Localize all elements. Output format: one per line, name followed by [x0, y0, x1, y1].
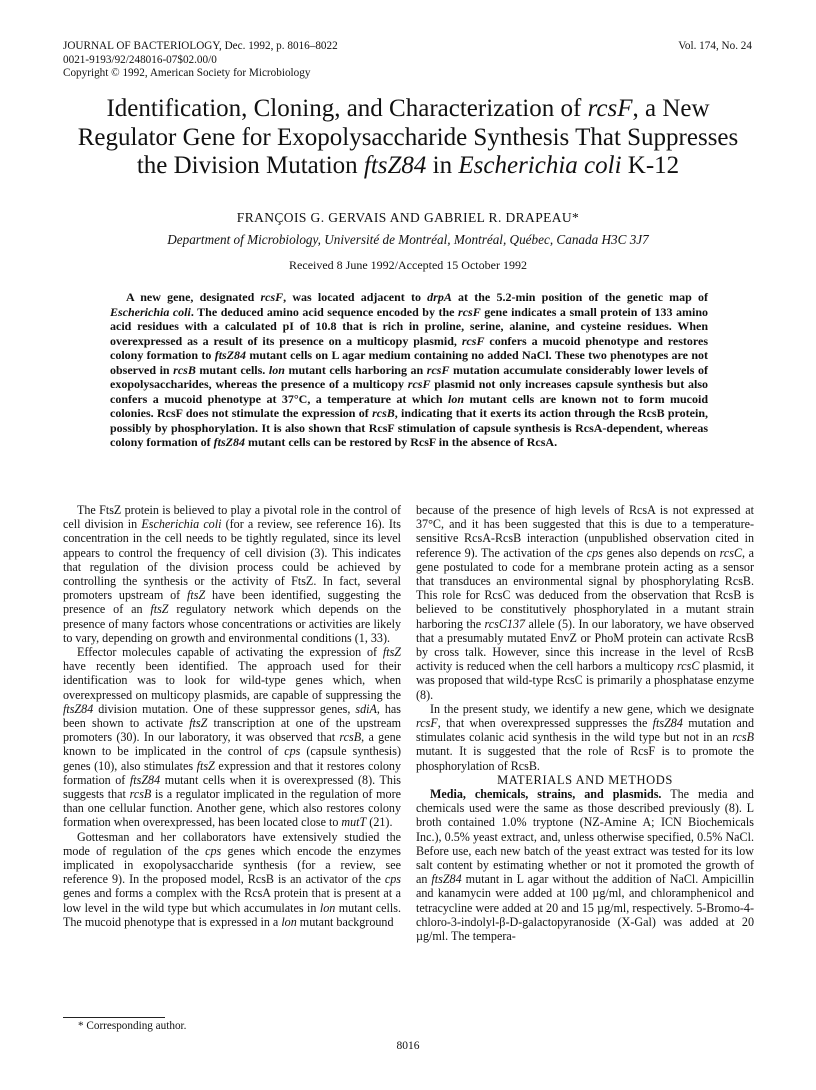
abstract: [110, 290, 708, 450]
abstract-paragraph: A new gene, designated rcsF, was located adjacent to drpA at the 5.2-min position of the genetic map of Escherichia coli. The deduced amino acid sequence encoded by the rcsF gene indicates a small protein of 133 amino acid residues with a calculated pI of 10.8 that is rich in proline, serine, alanine, and cysteine residues. When overexpressed as a result of its presence on a multicopy plasmid, rcsF confers a mucoid phenotype and restores colony formation to ftsZ84 mutant cells on L agar medium containing no added NaCl. These two phenotypes are not observed in rcsB mutant cells. lon mutant cells harboring an rcsF mutation accumulate considerably lower levels of exopolysaccharides, whereas the presence of a multicopy rcsF plasmid not only increases capsule synthesis but also confers a mucoid phenotype at 37°C, a temperature at which lon mutant cells are known not to form mucoid colonies. RcsF does not stimulate the expression of rcsB, indicating that it exerts its action through the RcsB protein, possibly by phosphorylation. It is also shown that RcsF stimulation of capsule synthesis is RcsA-dependent, whereas colony formation of ftsZ84 mutant cells can be restored by RcsF in the absence of RcsA.: [110, 290, 709, 450]
affiliation: Department of Microbiology, Université de Montréal, Montréal, Québec, Canada H3C 3J7: [167, 232, 649, 247]
intro-paragraph-1: The FtsZ protein is believed to play a pivotal role in the control of cell division in Escherichia coli (for a review, see reference 16). Its concentration in the cell needs to be tightly regulated, since its level appears to control the frequency of cell division (3). This indicates that regulation of the division process could be achieved by controlling the synthesis or the activity of FtsZ. In fact, several promoters upstream of ftsZ have been identified, suggesting the presence of an ftsZ regulatory network which depends on the presence of many factors whose concentrations or activities are likely to vary, depending on growth and environmental conditions (1, 33).: [63, 503, 401, 645]
intro-paragraph-2: Effector molecules capable of activating the expression of ftsZ have recently been identified. The approach used for their identification was to look for wild-type genes which, when overexpressed on multicopy plasmids, are capable of suppressing the ftsZ84 division mutation. One of these suppressor genes, sdiA, has been shown to activate ftsZ transcription at one of the upstream promoters (30). In our laboratory, it was observed that rcsB, a gene known to be implicated in the control of cps (capsule synthesis) genes (10), also stimulates ftsZ expression and that it restores colony formation of ftsZ84 mutant cells when it is overexpressed (8). This suggests that rcsB is a regulator implicated in the regulation of more than one cellular function. Another gene, which also restores colony formation when overexpressed, has been located close to mutT (21).: [63, 645, 402, 830]
section-heading-methods: MATERIALS AND METHODS: [497, 772, 673, 787]
intro-paragraph-4: because of the presence of high levels of RcsA is not expressed at 37°C, and it has been suggested that this is due to a temperature-sensitive RcsA-RcsB interaction (unpublished observation cited in reference 9). The activation of the cps genes also depends on rcsC, a gene postulated to code for a membrane protein acting as a sensor that transduces an environmental signal by phosphorylating RcsB. This role for RcsC was deduced from the observation that RcsB is believed to be constitutively phosphorylated in a mutant strain harboring the rcsC137 allele (5). In our laboratory, we have observed that a presumably mutated EnvZ or PhoM protein can activate RcsB by cross talk. However, since this increase in the level of RcsB activity is reduced when the cell harbors a multicopy rcsC plasmid, it was proposed that wild-type RcsC is primarily a phosphatase enzyme (8).: [416, 503, 755, 702]
volume-info: Vol. 174, No. 24: [678, 40, 752, 52]
article-code: 0021-9193/92/248016-07$02.00/0: [63, 53, 217, 66]
author-list: FRANÇOIS G. GERVAIS AND GABRIEL R. DRAPEAU*: [236, 210, 580, 225]
subsection-heading: Media, chemicals, strains, and plasmids.: [430, 787, 662, 802]
article-title: Identification, Cloning, and Characterization of rcsF, a New Regulator Gene for Exopolysaccharide Synthesis That Suppresses the Division Mutation ftsZ84 in Escherichia coli K-12: [77, 95, 739, 179]
journal-header: [63, 40, 338, 81]
received-dates: Received 8 June 1992/Accepted 15 October 1992: [289, 258, 527, 272]
journal-citation: JOURNAL OF BACTERIOLOGY, Dec. 1992, p. 8016–8022: [63, 40, 338, 52]
copyright-line: Copyright © 1992, American Society for Microbiology: [63, 67, 311, 80]
footnote: * Corresponding author.: [78, 1020, 187, 1032]
intro-paragraph-3: Gottesman and her collaborators have extensively studied the mode of regulation of the cps genes which encode the enzymes implicated in exopolysaccharide synthesis (for a review, see reference 9). In the proposed model, RcsB is an activator of the cps genes and forms a complex with the RcsA protein that is present at a low level in the wild type but which accumulates in lon mutant cells. The mucoid phenotype that is expressed in a lon mutant background: [63, 829, 401, 929]
methods-paragraph-1: Media, chemicals, strains, and plasmids. The media and chemicals used were the same as those described previously (8). L broth contained 1.0% tryptone (NZ-Amine A; ICN Biochemicals Inc.), 0.5% yeast extract, and, unless otherwise specified, 0.5% NaCl. Before use, each new batch of the yeast extract was tested for its low salt content by estimating whether or not it promoted the growth of an ftsZ84 mutant in L agar without the addition of NaCl. Ampicillin and kanamycin were added at 100 µg/ml, and chloramphenicol and tetracycline were added at 20 and 15 µg/ml, respectively. 5-Bromo-4-chloro-3-indolyl-β-D-galactopyranoside (X-Gal) was added at 20 µg/ml. The tempera-: [416, 787, 754, 944]
page-number: 8016: [396, 1040, 420, 1052]
left-column: [63, 503, 401, 929]
right-column: [416, 503, 754, 943]
intro-paragraph-5: In the present study, we identify a new gene, which we designate rcsF, that when overexpressed suppresses the ftsZ84 mutation and stimulates colanic acid synthesis in the wild type but not in an rcsB mutant. It is suggested that the role of RcsF is to promote the phosphorylation of RcsB.: [416, 701, 754, 773]
footnote-divider: [63, 1017, 165, 1018]
